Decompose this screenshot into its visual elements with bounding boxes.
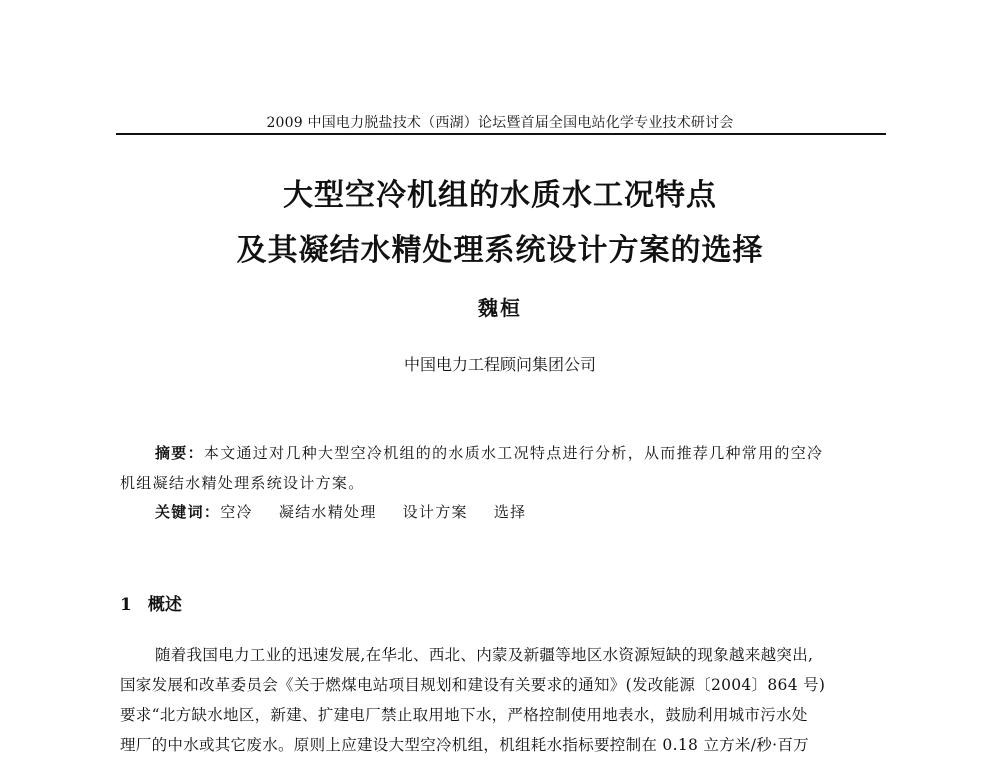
author-name: 魏桓 <box>478 296 522 320</box>
running-header: 2009 中国电力脱盐技术（西湖）论坛暨首届全国电站化学专业技术研讨会 <box>266 115 734 131</box>
body-line: 随着我国电力工业的迅速发展,在华北、西北、内蒙及新疆等地区水资源短缺的现象越来越突出, <box>155 646 814 664</box>
author-affiliation: 中国电力工程顾问集团公司 <box>403 355 596 374</box>
title-line-2: 及其凝结水精处理系统设计方案的选择 <box>236 233 764 268</box>
abstract-text-1: 本文通过对几种大型空冷机组的的水质水工况特点进行分析，从而推荐几种常用的空冷 <box>203 444 824 462</box>
keywords-line <box>155 501 552 522</box>
keyword: 空冷 <box>220 503 253 521</box>
keyword: 凝结水精处理 <box>278 503 377 521</box>
section-number: 1 <box>120 595 132 615</box>
body-line: 要求“北方缺水地区，新建、扩建电厂禁止取用地下水，严格控制使用地表水，鼓励利用城市污水处 <box>120 706 808 724</box>
body-line: 理厂的中水或其它废水。原则上应建设大型空冷机组，机组耗水指标要控制在 0.18 立方米/秒·百万 <box>120 736 809 754</box>
abstract-line-2: 机组凝结水精处理系统设计方案。 <box>120 474 365 492</box>
title-line-1: 大型空冷机组的水质水工况特点 <box>283 178 717 213</box>
keyword: 设计方案 <box>402 503 468 521</box>
section-title: 概述 <box>147 595 182 615</box>
keywords-label: 关键词： <box>155 503 221 521</box>
header-rule <box>116 133 886 135</box>
body-line: 国家发展和改革委员会《关于燃煤电站项目规划和建设有关要求的通知》(发改能源〔2004〕864 号) <box>120 676 826 694</box>
abstract-label: 摘要： <box>155 444 204 462</box>
abstract-line-1 <box>155 442 823 463</box>
keyword: 选择 <box>493 503 527 521</box>
section-heading <box>120 590 182 615</box>
